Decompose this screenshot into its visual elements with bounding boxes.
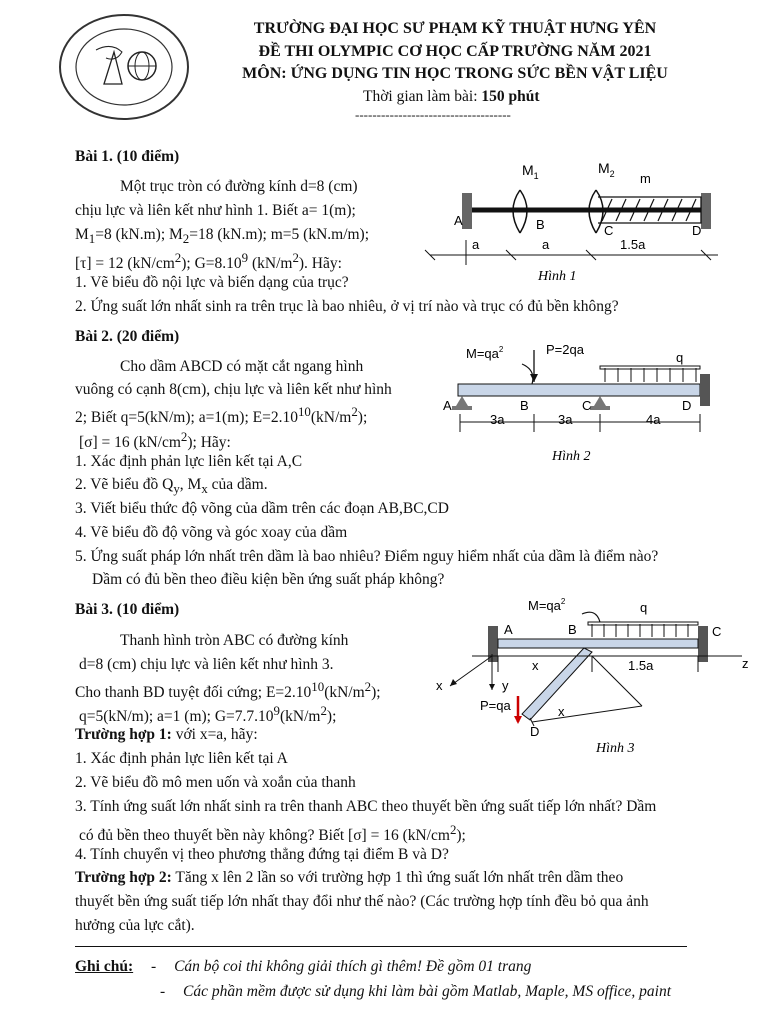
t: =8 (kN.m); M	[95, 226, 183, 243]
fig3-y-axis: y	[502, 678, 509, 693]
fig3-M	[528, 597, 566, 613]
fig1-a1: a	[472, 237, 480, 252]
fig2-P: P=2qa	[546, 342, 584, 357]
t: 2	[180, 429, 188, 444]
t: 10	[297, 404, 311, 419]
bai3-q3a: 3. Tính ứng suất lớn nhất sinh ra trên thanh ABC theo thuyết bền ứng suất tiếp lớn nhất? Dầm	[75, 798, 657, 815]
figure-3	[432, 596, 754, 766]
t: M	[522, 162, 534, 178]
exam-title: ĐỀ THI OLYMPIC CƠ HỌC CẤP TRƯỜNG NĂM 2021	[258, 43, 652, 60]
t: 2	[182, 231, 190, 247]
t: 9	[241, 250, 249, 265]
t: [σ] = 16 (kN/cm	[79, 434, 181, 452]
fig3-z: z	[742, 656, 749, 671]
bai3-line2: d=8 (cm) chịu lực và liên kết như hình 3.	[79, 656, 334, 673]
t: );	[357, 409, 368, 427]
fig3-x2: x	[558, 704, 565, 719]
bai3-title: Bài 3. (10 điểm)	[75, 601, 180, 618]
t: );	[456, 827, 466, 845]
t: 2; Biết q=5(kN/m); a=1(m); E=2.10	[75, 409, 298, 427]
t: 2	[351, 404, 358, 419]
t: Trường hợp 2:	[75, 869, 172, 886]
fig3-s: 1.5a	[628, 658, 654, 673]
t: 2	[560, 597, 566, 606]
fig2-caption: Hình 2	[552, 449, 591, 464]
exam-time	[363, 88, 540, 106]
fig1-M1	[522, 162, 539, 181]
bai2-line3	[75, 404, 367, 427]
fig3-x1: x	[532, 658, 539, 673]
t: 2. Vẽ biểu đồ Q	[75, 476, 174, 493]
fig2-s1: 3a	[490, 412, 505, 427]
t: M	[598, 160, 610, 176]
t: 2	[498, 345, 504, 354]
fig3-caption: Hình 3	[596, 741, 635, 756]
bai1-title: Bài 1. (10 điểm)	[75, 148, 180, 165]
t: (kN/m	[248, 255, 293, 273]
t: ). Hãy:	[298, 255, 342, 273]
fig1-B: B	[536, 217, 545, 232]
figure-1	[420, 155, 720, 285]
fig1-a2: a	[542, 237, 550, 252]
subject-title: MÔN: ỨNG DỤNG TIN HỌC TRONG SỨC BỀN VẬT LIỆU	[242, 65, 668, 82]
school-name: TRƯỜNG ĐẠI HỌC SƯ PHẠM KỸ THUẬT HƯNG YÊN	[253, 20, 657, 37]
bai1-q2: 2. Ứng suất lớn nhất sinh ra trên trục là bao nhiêu, ở vị trí nào và trục có đủ bền không?	[75, 298, 619, 315]
t: Trường hợp 1:	[75, 726, 172, 743]
t: với x=a, hãy:	[171, 726, 258, 743]
footer-note1	[75, 958, 531, 976]
t: 2	[449, 822, 457, 837]
t: 10	[311, 679, 325, 694]
bai3-q1: 1. Xác định phản lực liên kết tại A	[75, 750, 288, 767]
bai2-line4	[79, 429, 231, 452]
fig2-C: C	[582, 398, 592, 413]
t: y	[173, 481, 180, 497]
bai3-line3	[75, 679, 381, 702]
fig3-C: C	[712, 624, 722, 639]
t: ); Hãy:	[187, 434, 231, 452]
t: );	[326, 708, 337, 726]
t: M=qa	[528, 598, 561, 613]
t: -	[151, 958, 157, 975]
t: (kN/m	[280, 708, 321, 726]
bai3-q2: 2. Vẽ biểu đồ mô men uốn và xoắn của thanh	[75, 774, 356, 791]
t: =18 (kN.m); m=5 (kN.m/m);	[189, 226, 370, 243]
fig3-q: q	[640, 600, 648, 615]
bai1-q1: 1. Vẽ biểu đồ nội lực và biến dạng của trục?	[75, 274, 349, 291]
footer-label: Ghi chú:	[75, 958, 134, 975]
time-label: Thời gian làm bài:	[363, 88, 478, 105]
fig2-D: D	[682, 398, 692, 413]
t: Cán bộ coi thi không giải thích gì thêm! Đề gồm 01 trang	[174, 958, 532, 975]
t: , M	[179, 476, 202, 493]
t: 2	[292, 250, 299, 265]
fig3-B: B	[568, 622, 577, 637]
bai3-tr1	[75, 726, 258, 744]
t: có đủ bền theo thuyết bền này không? Biết [σ] = 16 (kN/cm	[79, 827, 450, 845]
t: ); G=8.10	[181, 255, 242, 273]
bai2-line1: Cho dầm ABCD có mặt cắt ngang hình	[120, 358, 364, 375]
fig3-A: A	[504, 622, 513, 637]
t: 1	[533, 171, 539, 181]
t: 2	[174, 250, 182, 265]
fig1-caption: Hình 1	[538, 269, 577, 284]
t: M=qa	[466, 346, 499, 361]
fig1-M2	[598, 160, 615, 179]
fig1-D: D	[692, 223, 702, 238]
bai1-line2: chịu lực và liên kết như hình 1. Biết a= 1(m);	[75, 202, 356, 219]
fig2-A: A	[443, 398, 452, 413]
bai1-line1: Một trục tròn có đường kính d=8 (cm)	[120, 178, 358, 195]
fig2-M	[466, 345, 504, 361]
t: x	[201, 481, 208, 497]
t: M	[75, 226, 89, 243]
fig3-D: D	[530, 724, 540, 739]
t: 2	[364, 679, 372, 694]
bai2-line2: vuông có cạnh 8(cm), chịu lực và liên kết như hình	[75, 381, 392, 398]
t: 1	[88, 231, 96, 247]
footer-rule	[75, 946, 687, 947]
bai2-q1: 1. Xác định phản lực liên kết tại A,C	[75, 453, 303, 470]
bai3-line1: Thanh hình tròn ABC có đường kính	[120, 632, 349, 649]
footer-note2	[160, 983, 671, 1001]
t: của dầm.	[207, 476, 268, 493]
header-dash: ------------------------------------	[355, 107, 511, 122]
fig1-C: C	[604, 223, 614, 238]
t: [τ] = 12 (kN/cm	[75, 255, 175, 273]
fig2-q: q	[676, 350, 684, 365]
bai2-q2	[75, 476, 268, 497]
t: (kN/m	[310, 409, 352, 427]
bai2-q5b: Dầm có đủ bền theo điều kiện bền ứng suất pháp không?	[92, 571, 445, 588]
t: -	[160, 983, 166, 1000]
fig3-P: P=qa	[480, 698, 511, 713]
bai2-q5a: 5. Ứng suất pháp lớn nhất trên dầm là bao nhiêu? Điểm nguy hiểm nhất của dầm là điểm nào?	[75, 548, 659, 565]
t: Cho thanh BD tuyệt đối cứng; E=2.10	[75, 684, 312, 702]
bai3-q4: 4. Tính chuyển vị theo phương thẳng đứng tại điểm B và D?	[75, 846, 449, 863]
t: (kN/m	[324, 684, 365, 702]
bai2-title: Bài 2. (20 điểm)	[75, 328, 180, 345]
t: Tăng x lên 2 lần so với trường hợp 1 thì ứng suất lớn nhất trên dầm theo	[171, 869, 624, 886]
fig1-m: m	[640, 171, 651, 186]
fig2-B: B	[520, 398, 529, 413]
bai1-line4	[75, 250, 342, 273]
bai3-tr2-line3: hưởng của lực cắt).	[75, 917, 195, 934]
bai3-line4	[79, 703, 336, 726]
figure-2	[440, 336, 720, 466]
t: Các phần mềm được sử dụng khi làm bài gồm Matlab, Maple, MS office, paint	[183, 983, 672, 1000]
fig1-a3: 1.5a	[620, 237, 646, 252]
bai3-q3b	[79, 822, 466, 845]
bai2-q4: 4. Vẽ biểu đồ độ võng và góc xoay của dầm	[75, 524, 348, 541]
t: q=5(kN/m); a=1 (m); G=7.7.10	[79, 708, 274, 726]
bai2-q3: 3. Viết biểu thức độ võng của dầm trên các đoạn AB,BC,CD	[75, 500, 449, 517]
t: 9	[273, 703, 280, 718]
t: 2	[609, 169, 615, 179]
bai3-tr2-line2: thuyết bền ứng suất tiếp lớn nhất thay đổi như thế nào? (Các trường hợp tính đều bỏ qua ảnh	[75, 893, 649, 910]
t: 2	[320, 703, 327, 718]
bai1-line3	[75, 226, 369, 247]
fig2-s2: 3a	[558, 412, 573, 427]
bai3-tr2	[75, 869, 623, 887]
fig2-s3: 4a	[646, 412, 661, 427]
fig3-x-axis: x	[436, 678, 443, 693]
time-value: 150 phút	[481, 88, 540, 105]
t: );	[371, 684, 381, 702]
fig1-A: A	[454, 213, 463, 228]
